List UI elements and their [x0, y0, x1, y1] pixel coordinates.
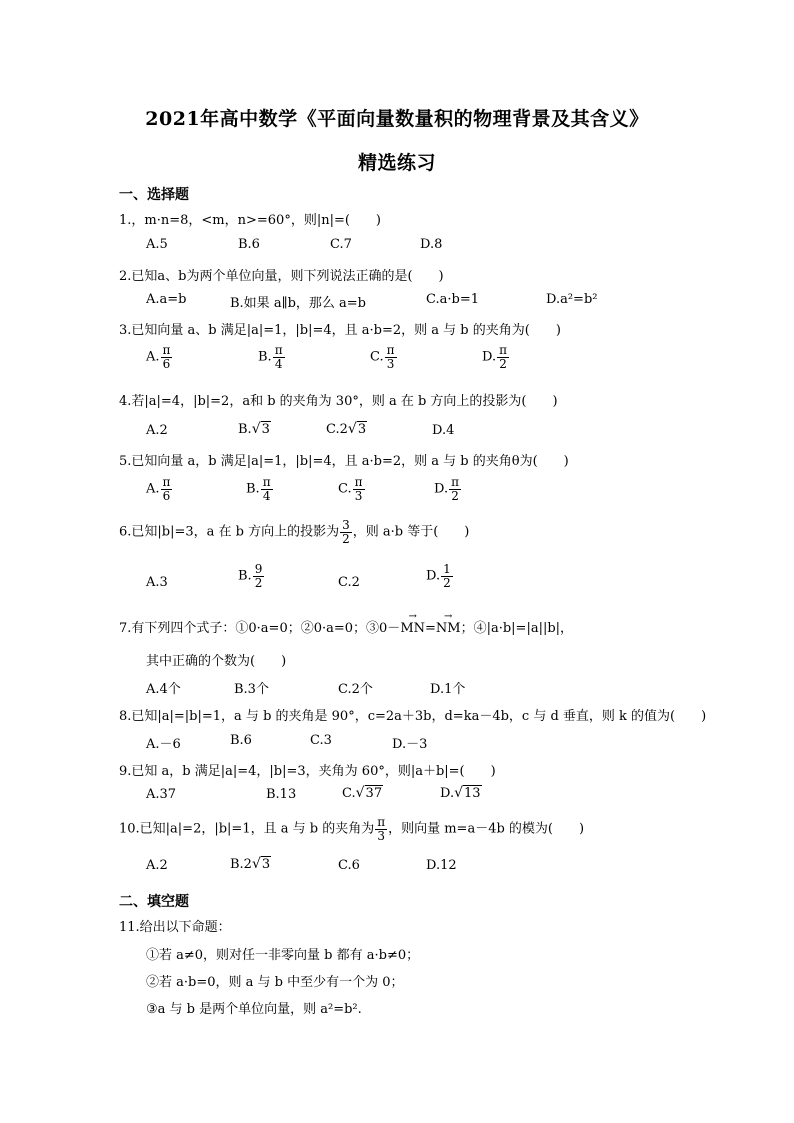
q6-stem-text-b: ，则 a·b 等于( ) [352, 524, 470, 540]
question-5-stem: 5.已知向量 a，b 满足|a|=1，|b|=4，且 a·b=2，则 a 与 b 的夹角θ为( ) [119, 454, 569, 469]
fraction [261, 476, 273, 502]
q6-option-d [426, 563, 454, 589]
q6-option-b-letter: B. [238, 568, 252, 584]
fraction-denominator: 6 [162, 488, 171, 503]
q5-option-a-letter: A. [146, 481, 160, 497]
radicand: 3 [261, 422, 270, 437]
fraction-numerator: π [274, 343, 283, 357]
q7-option-b: B.3个 [234, 682, 269, 697]
fraction-denominator: 6 [162, 356, 171, 371]
q3-option-d-letter: D. [482, 349, 497, 365]
q8-option-b: B.6 [230, 733, 252, 748]
q4-option-c [326, 421, 367, 437]
fraction-numerator: π [162, 475, 171, 489]
question-11-stem: 11.给出以下命题： [119, 920, 231, 935]
fraction [161, 344, 173, 370]
question-4-stem: 4.若|a|=4，|b|=2，a和 b 的夹角为 30°，则 a 在 b 方向上的投影为( ) [119, 394, 558, 409]
q10-stem-text-a: 10.已知|a|=2，|b|=1，且 a 与 b 的夹角为 [119, 821, 375, 837]
q2-option-d: D.a²=b² [546, 292, 598, 307]
q4-option-b [238, 421, 271, 437]
q6-option-c: C.2 [338, 575, 360, 590]
fraction [353, 476, 365, 502]
question-9-stem: 9.已知 a，b 满足|a|=4，|b|=3，夹角为 60°，则|a＋b|=( ) [119, 764, 496, 779]
vector-nm: → NM [436, 621, 461, 636]
sqrt: √37 [355, 785, 383, 801]
fraction-denominator: 3 [377, 828, 385, 843]
fraction [253, 563, 265, 589]
fraction [340, 519, 352, 545]
q8-option-d: D.－3 [392, 737, 428, 752]
fraction-numerator: π [262, 475, 271, 489]
q3-option-b [258, 344, 286, 370]
fraction-denominator: 3 [354, 488, 363, 503]
q1-option-c: C.7 [330, 237, 352, 252]
q6-option-d-letter: D. [426, 568, 441, 584]
radicand: 13 [464, 786, 481, 801]
q10-option-d: D.12 [426, 858, 457, 873]
q4-option-c-letter: C.2 [326, 422, 348, 437]
fraction-denominator: 2 [451, 488, 459, 503]
q9-option-a: A.37 [146, 787, 177, 802]
fraction-numerator: 3 [342, 518, 350, 532]
fraction [497, 344, 509, 370]
sqrt: √3 [347, 421, 367, 437]
q4-option-d: D.4 [432, 423, 455, 438]
fraction-denominator: 2 [254, 575, 263, 590]
q3-option-c-letter: C. [370, 349, 384, 365]
section-heading-choice: 一、选择题 [119, 187, 189, 203]
q10-option-b [230, 856, 271, 872]
q10-option-a: A.2 [146, 858, 168, 873]
question-3-stem: 3.已知向量 a、b 满足|a|=1，|b|=4，且 a·b=2，则 a 与 b 的夹角为( ) [119, 323, 561, 338]
fraction-denominator: 4 [262, 488, 271, 503]
q6-option-a: A.3 [146, 575, 168, 590]
vector-mn: → MN [400, 621, 425, 636]
q6-stem-text-a: 6.已知|b|=3，a 在 b 方向上的投影为 [119, 524, 340, 540]
fraction-numerator: π [377, 815, 386, 829]
q1-option-b: B.6 [238, 237, 260, 252]
q1-option-d: D.8 [420, 237, 443, 252]
fraction [385, 344, 397, 370]
q3-option-a [146, 344, 173, 370]
fraction-denominator: 4 [274, 356, 283, 371]
q4-option-a: A.2 [146, 423, 168, 438]
q7-stem-text-b: ；④|a·b|=|a||b|， [460, 621, 574, 636]
q7-option-a: A.4个 [146, 682, 181, 697]
fraction-numerator: π [386, 343, 395, 357]
q5-option-b [246, 476, 274, 502]
fraction-numerator: 1 [443, 562, 451, 576]
q11-proposition-1: ①若 a≠0，则对任一非零向量 b 都有 a·b≠0； [146, 948, 420, 963]
fraction-numerator: π [354, 475, 363, 489]
q5-option-c [338, 476, 366, 502]
fraction-denominator: 2 [342, 531, 350, 546]
fraction [375, 816, 387, 842]
q11-proposition-3: ③a 与 b 是两个单位向量，则 a²=b². [146, 1002, 362, 1017]
fraction [273, 344, 285, 370]
q5-option-d [434, 476, 462, 502]
q7-stem-text-a: 7.有下列四个式子：①0·a=0；②0·a=0；③0－ [119, 621, 401, 636]
sqrt: √3 [251, 421, 270, 437]
q4-option-b-letter: B. [238, 422, 252, 437]
q5-option-a [146, 476, 173, 502]
question-6-stem [119, 519, 469, 545]
q8-option-a: A.－6 [146, 737, 181, 752]
q1-option-a: A.5 [146, 237, 168, 252]
q5-option-d-letter: D. [434, 481, 449, 497]
q11-proposition-2: ②若 a·b=0，则 a 与 b 中至少有一个为 0； [146, 975, 404, 990]
q3-option-d [482, 344, 510, 370]
document-title: 2021年高中数学《平面向量数量积的物理背景及其含义》 [145, 108, 649, 130]
fraction [441, 563, 453, 589]
sqrt: √3 [251, 856, 271, 872]
q5-option-b-letter: B. [246, 481, 260, 497]
radicand: 37 [365, 786, 383, 801]
q9-option-d [440, 785, 482, 801]
q3-option-c [370, 344, 398, 370]
q7-option-c: C.2个 [338, 682, 373, 697]
question-2-stem: 2.已知a、b为两个单位向量，则下列说法正确的是( ) [119, 269, 444, 284]
fraction [449, 476, 461, 502]
q3-option-b-letter: B. [258, 349, 272, 365]
fraction-denominator: 2 [499, 356, 507, 371]
q7-option-d: D.1个 [430, 682, 466, 697]
fraction-denominator: 2 [443, 575, 451, 590]
document-subtitle: 精选练习 [357, 152, 436, 174]
fraction-numerator: 9 [254, 562, 263, 576]
fraction-numerator: π [499, 343, 507, 357]
fraction-numerator: π [451, 475, 459, 489]
q2-option-b: B.如果 a∥b，那么 a=b [230, 296, 366, 311]
q9-option-c [342, 785, 383, 801]
q2-option-a: A.a=b [146, 292, 187, 307]
question-10-stem [119, 816, 584, 842]
radicand: 3 [357, 422, 367, 437]
q8-option-c: C.3 [310, 733, 332, 748]
q10-stem-text-b: ，则向量 m=a－4b 的模为( ) [388, 821, 585, 837]
q6-option-b [238, 563, 265, 589]
section-heading-fill: 二、填空题 [119, 894, 189, 910]
sqrt: √13 [454, 785, 481, 801]
radicand: 3 [261, 857, 271, 872]
q5-option-c-letter: C. [338, 481, 352, 497]
q9-option-c-letter: C. [342, 786, 356, 801]
q9-option-d-letter: D. [440, 786, 455, 801]
fraction-numerator: π [162, 343, 171, 357]
q10-option-b-letter: B.2 [230, 857, 252, 872]
fraction-denominator: 3 [386, 356, 395, 371]
question-7-stem [119, 617, 573, 636]
q3-option-a-letter: A. [146, 349, 160, 365]
fraction [161, 476, 173, 502]
question-7-stem-line2: 其中正确的个数为( ) [146, 654, 287, 669]
q10-option-c: C.6 [338, 858, 360, 873]
q7-equals: = [425, 621, 436, 636]
question-8-stem: 8.已知|a|=|b|=1，a 与 b 的夹角是 90°，c=2a＋3b，d=ka－4b，c 与 d 垂直，则 k 的值为( ) [119, 709, 707, 724]
q2-option-c: C.a·b=1 [426, 292, 479, 307]
q9-option-b: B.13 [266, 787, 297, 802]
question-1-stem: 1.，m·n=8，<m，n>=60°，则|n|=( ) [119, 213, 381, 228]
